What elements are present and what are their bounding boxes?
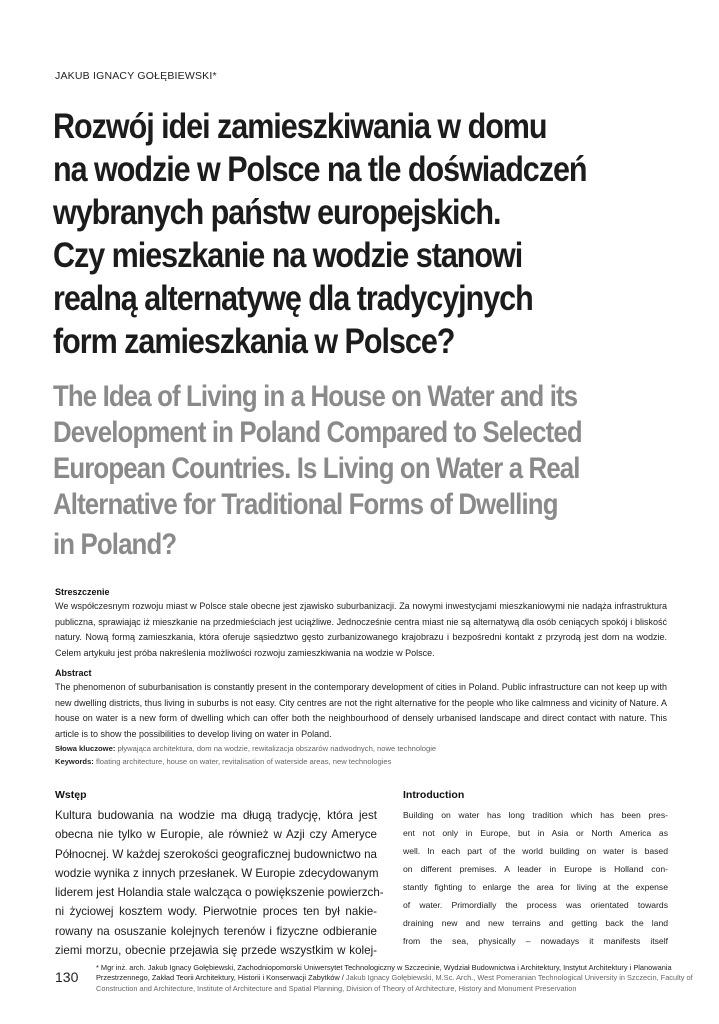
title-en-line: Development in Poland Compared to Selected <box>53 416 582 449</box>
wstep-line: Północnej. W każdej szerokości geograficznej budownictwo na <box>55 847 377 861</box>
wstep-line: rowany na osuszanie kolejnych terenów i fizyczne odbieranie <box>55 924 377 938</box>
title-pl-line: form zamieszkania w Polsce? <box>53 321 455 361</box>
introduction-line: ent not only in Europe, but in Asia or North America as <box>403 828 668 838</box>
streszczenie-section <box>55 585 667 661</box>
streszczenie-text: We współczesnym rozwoju miast w Polsce stale obecne jest zjawisko suburbanizacji. Za nowymi inwestycjami mieszkaniowymi nie nadąża infrastruktura publiczna, sprawiając iż mieszkanie na przedmieściach jest uciążliwe. Jednocześnie centra miast nie są alternatywą dla osób ceniących spokój i bliskość natury. Nową formą zamieszkania, która oferuje sąsiedztwo gęsto zurbanizowanego krajobrazu i bezpośredni kontakt z przyrodą jest dom na wodzie. Celem artykułu jest próba nakreślenia możliwości rozwoju zamieszkiwania na wodzie w Polsce. <box>55 601 667 658</box>
keywords-english <box>55 757 391 766</box>
wstep-line: liderem jest Holandia stale walcząca o powiększenie powierzch- <box>55 886 384 900</box>
wstep-heading: Wstęp <box>55 789 87 801</box>
introduction-line: stantly fighting to enlarge the area for living at the expense <box>403 882 668 892</box>
introduction-line: of water. Primordially the process was orientated towards <box>403 900 668 910</box>
title-polish <box>53 105 595 363</box>
title-pl-line: wybranych państw europejskich. <box>53 192 501 232</box>
footnote-english: Jakub Ignacy Gołębiewski, M.Sc. Arch., West Pomeranian Technological University in Szczecin, Faculty of Construction and Architecture, Institute of Architecture and Spatial Planning, Division of Theory of Architecture, History and Monument Preservation <box>96 973 693 993</box>
keywords-en-value: floating architecture, house on water, revitalisation of waterside areas, new technologies <box>95 757 392 766</box>
wstep-body <box>55 806 384 960</box>
wstep-line: ziemi morzu, obecnie przejawia się przede wszystkim w kolej- <box>55 944 377 958</box>
title-en-line: The Idea of Living in a House on Water and its <box>53 380 578 413</box>
title-en-line: European Countries. Is Living on Water a Real <box>53 452 580 485</box>
keywords-polish <box>55 744 436 753</box>
footnote <box>96 963 696 994</box>
keywords-pl-value: pływająca architektura, dom na wodzie, rewitalizacja obszarów nadwodnych, nowe technologie <box>117 744 437 753</box>
introduction-line: on different premises. A leader in Europe is Holland con- <box>403 864 668 874</box>
page-number: 130 <box>55 969 79 985</box>
introduction-body <box>403 806 668 950</box>
introduction-line: from the sea, physically – nowadays it manifests itself <box>403 936 668 946</box>
keywords-en-label: Keywords: <box>55 757 94 766</box>
introduction-line: draining new and new terrains and getting back the land <box>403 918 668 928</box>
introduction-heading: Introduction <box>403 789 465 801</box>
title-english <box>53 379 638 563</box>
streszczenie-heading: Streszczenie <box>55 587 110 597</box>
wstep-line: wodzie wynika z innych przesłanek. W Europie zdecydowanym <box>55 866 379 880</box>
footnote-polish: * Mgr inż. arch. Jakub Ignacy Gołębiewski, Zachodniopomorski Uniwersytet Technologiczny w Szczecinie, Wydział Budownictwa i Architektury, Instytut Architektury i Planowania Przestrzennego, Zakład Teorii Architektury, Historii i Konserwacji Zabytków / <box>96 963 672 983</box>
keywords-pl-label: Słowa kluczowe: <box>55 744 116 753</box>
introduction-column <box>403 789 668 950</box>
introduction-line: Building on water has long tradition which has been pres- <box>403 810 668 820</box>
wstep-line: Kultura budowania na wodzie ma długą tradycję, która jest <box>55 809 377 822</box>
title-pl-line: Rozwój idei zamieszkiwania w domu <box>53 106 547 146</box>
title-en-line: in Poland? <box>53 528 177 561</box>
wstep-line: obecna nie tylko w Europie, ale również w Azji czy Ameryce <box>55 828 377 842</box>
introduction-line: well. In each part of the world building on water is based <box>403 846 668 856</box>
wstep-line: ni życiowej kosztem wody. Pierwotnie proces ten był nakie- <box>55 905 377 919</box>
title-en-line: Alternative for Traditional Forms of Dwelling <box>53 488 558 521</box>
abstract-heading: Abstract <box>55 668 92 678</box>
wstep-column <box>55 789 384 960</box>
abstract-section <box>55 666 667 742</box>
title-pl-line: realną alternatywę dla tradycyjnych <box>53 278 533 318</box>
author-name: JAKUB IGNACY GOŁĘBIEWSKI* <box>55 70 217 82</box>
title-pl-line: Czy mieszkanie na wodzie stanowi <box>53 235 523 275</box>
title-pl-line: na wodzie w Polsce na tle doświadczeń <box>53 149 587 189</box>
abstract-text: The phenomenon of suburbanisation is constantly present in the contemporary development of cities in Poland. Public infrastructure can not keep up with new dwelling districts, thus living in suburbs is not easy. City centres are not the right alternative for the people who like calmness and vicinity of Nature. A house on water is a new form of dwelling which can offer both the neighbourhood of densely urbanised landscape and direct contact with nature. This article is to show the possibilities to develop living on water in Poland. <box>55 682 667 739</box>
